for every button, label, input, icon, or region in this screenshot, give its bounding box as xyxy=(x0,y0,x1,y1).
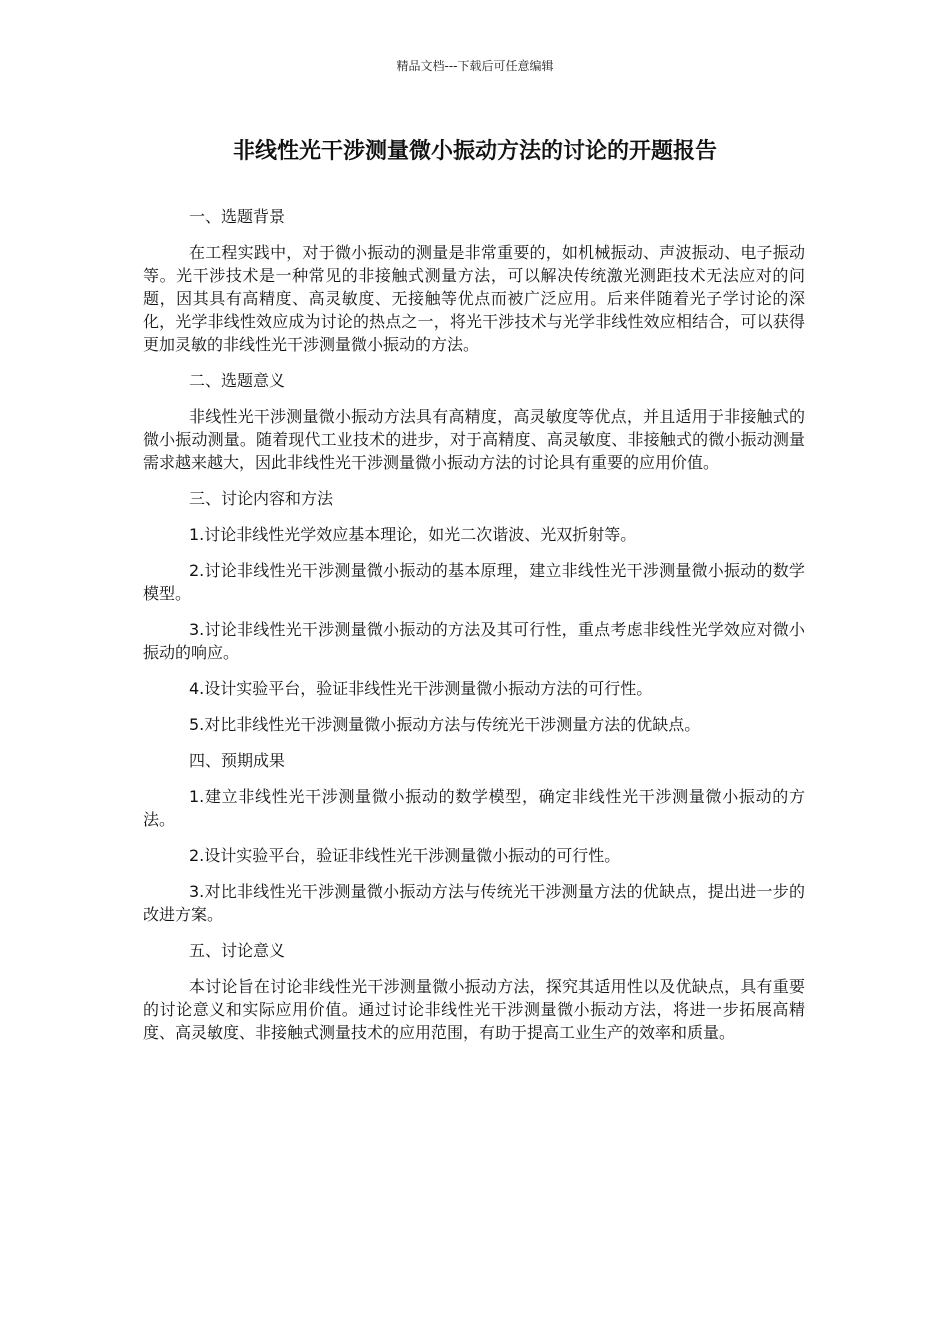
document-body xyxy=(143,205,805,1057)
list-item: 5.对比非线性光干涉测量微小振动方法与传统光干涉测量方法的优缺点。 xyxy=(189,715,701,734)
section-paragraph: 在工程实践中，对于微小振动的测量是非常重要的，如机械振动、声波振动、电子振动等。光干涉技术是一种常见的非接触式测量方法，可以解决传统激光测距技术无法应对的问题，因其具有高精度、高灵敏度、无接触等优点而被广泛应用。后来伴随着光子学讨论的深化，光学非线性效应成为讨论的热点之一，将光干涉技术与光学非线性效应相结合，可以获得更加灵敏的非线性光干涉测量微小振动的方法。 xyxy=(143,243,805,354)
section-paragraph: 非线性光干涉测量微小振动方法具有高精度，高灵敏度等优点，并且适用于非接触式的微小振动测量。随着现代工业技术的进步，对于高精度、高灵敏度、非接触式的微小振动测量需求越来越大，因此非线性光干涉测量微小振动方法的讨论具有重要的应用价值。 xyxy=(143,407,805,472)
list-item: 4.设计实验平台，验证非线性光干涉测量微小振动方法的可行性。 xyxy=(189,679,653,698)
section-heading: 二、选题意义 xyxy=(189,371,286,390)
page-header: 精品文档---下载后可任意编辑 xyxy=(396,59,554,73)
list-item: 2.讨论非线性光干涉测量微小振动的基本原理，建立非线性光干涉测量微小振动的数学模型。 xyxy=(143,561,805,603)
section-heading: 一、选题背景 xyxy=(189,207,286,226)
section-heading: 四、预期成果 xyxy=(189,751,286,770)
document-title: 非线性光干涉测量微小振动方法的讨论的开题报告 xyxy=(232,139,717,164)
section-heading: 五、讨论意义 xyxy=(189,941,286,960)
list-item: 2.设计实验平台，验证非线性光干涉测量微小振动的可行性。 xyxy=(189,846,621,865)
list-item: 3.讨论非线性光干涉测量微小振动的方法及其可行性，重点考虑非线性光学效应对微小振动的响应。 xyxy=(143,620,805,662)
section-paragraph: 本讨论旨在讨论非线性光干涉测量微小振动方法，探究其适用性以及优缺点，具有重要的讨论意义和实际应用价值。通过讨论非线性光干涉测量微小振动方法，将进一步拓展高精度、高灵敏度、非接触式测量技术的应用范围，有助于提高工业生产的效率和质量。 xyxy=(143,977,805,1042)
list-item: 1.讨论非线性光学效应基本理论，如光二次谐波、光双折射等。 xyxy=(189,525,637,544)
list-item: 1.建立非线性光干涉测量微小振动的数学模型，确定非线性光干涉测量微小振动的方法。 xyxy=(143,787,805,829)
section-heading: 三、讨论内容和方法 xyxy=(189,489,334,508)
list-item: 3.对比非线性光干涉测量微小振动方法与传统光干涉测量方法的优缺点，提出进一步的改进方案。 xyxy=(143,882,805,924)
